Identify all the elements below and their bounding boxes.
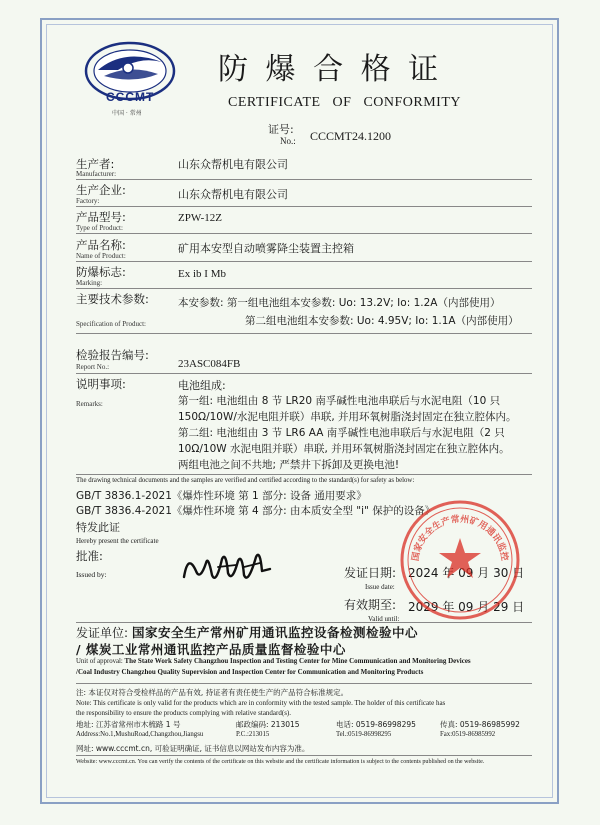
unit-en-label-text: Unit of approval: xyxy=(76,658,123,665)
rule xyxy=(76,333,532,334)
rule xyxy=(76,683,532,684)
remarks-line: 两组电池之间不共地; 严禁井下拆卸及更换电池! xyxy=(178,459,400,471)
rule xyxy=(76,206,532,207)
signature xyxy=(178,547,298,589)
rule xyxy=(76,179,532,180)
title-en: CERTIFICATE OF CONFORMITY xyxy=(228,95,462,110)
manufacturer-label-cn: 生产者: xyxy=(76,157,115,171)
manufacturer-label-en: Manufacturer: xyxy=(76,170,117,178)
valid-label-cn: 有效期至: xyxy=(344,598,397,612)
cert-no-value: CCCMT24.1200 xyxy=(310,129,392,143)
approve-label-cn: 批准: xyxy=(76,549,103,563)
rule xyxy=(76,288,532,289)
valid-label-en: Valid until: xyxy=(368,615,400,623)
report-label-cn: 检验报告编号: xyxy=(76,348,149,362)
footer-address-en: Address:No.1,MushuRoad,Changzhou,Jiangsu xyxy=(76,731,204,738)
cert-no-label-cn: 证号: xyxy=(268,123,294,136)
rule xyxy=(76,233,532,234)
marking-value: Ex ib I Mb xyxy=(178,268,226,280)
footer-address-cn: 地址: 江苏省常州市木梳路 1 号 xyxy=(76,720,181,729)
unit-cn-line-2: / 煤炭工业常州通讯监控产品质量监督检验中心 xyxy=(76,642,346,657)
stamp-seal-icon xyxy=(398,498,525,622)
cccmt-logo xyxy=(84,40,176,118)
remarks-line: 电池组成: xyxy=(178,379,226,392)
footer-tel-en: Tel.:0519-86998295 xyxy=(336,731,392,738)
type-value: ZPW-12Z xyxy=(178,212,222,224)
standards-intro: The drawing technical documents and the samples are verified and certified according to the standard(s) for safety as below: xyxy=(76,477,415,484)
unit-en-label xyxy=(76,657,471,665)
issue-date-value: 2024 年 09 月 30 日 xyxy=(408,566,525,580)
footer-fax-cn: 传真: 0519-86985992 xyxy=(440,720,520,729)
spec-line-1: 本安参数: 第一组电池组本安参数: Uo: 13.2V; Io: 1.2A（内部使用） xyxy=(178,297,501,309)
standard-2: GB/T 3836.4-2021《爆炸性环境 第 4 部分: 由本质安全型 "i" 保护的设备》 xyxy=(76,505,436,517)
marking-label-en: Marking: xyxy=(76,279,103,287)
footer-note-en-1: Note: This certificate is only valid for the products which are in conformity with the tested sample. The holder of this certificate has xyxy=(76,699,446,707)
official-stamp xyxy=(398,498,525,622)
spec-line-2: 第二组电池组本安参数: Uo: 4.95V; Io: 1.1A（内部使用） xyxy=(245,315,519,327)
factory-value: 山东众帮机电有限公司 xyxy=(178,188,288,201)
report-value: 23ASC084FB xyxy=(178,358,241,370)
factory-label-en: Factory: xyxy=(76,197,100,205)
unit-en-line-1: The State Work Safety Changzhou Inspection and Testing Center for Mine Communication and Monitoring Devices xyxy=(124,657,471,665)
footer-postcode-cn: 邮政编码: 213015 xyxy=(236,720,300,729)
type-label-cn: 产品型号: xyxy=(76,210,126,224)
marking-label-cn: 防爆标志: xyxy=(76,265,126,279)
signature-icon xyxy=(178,547,298,589)
remarks-line: 10Ω/10W 水泥电阻并联）串联, 并用环氧树脂浇封固定在独立腔体内。 xyxy=(178,443,510,455)
remarks-line: 第二组: 电池组由 3 节 LR6 AA 南孚碱性电池串联后与水泥电阻（2 只 xyxy=(178,427,505,439)
spec-label-cn: 主要技术参数: xyxy=(76,292,149,306)
logo-subtext: 中国 · 常州 xyxy=(112,110,142,117)
manufacturer-value: 山东众帮机电有限公司 xyxy=(178,158,288,171)
report-label-en: Report No.: xyxy=(76,363,110,371)
svg-text:国家安全生产常州矿用通讯监控设备检测检验中心: 国家安全生产常州矿用通讯监控 xyxy=(410,514,510,562)
remarks-label-en: Remarks: xyxy=(76,400,103,408)
rule xyxy=(76,373,532,374)
rule xyxy=(76,474,532,475)
grant-en: Hereby present the certificate xyxy=(76,537,159,545)
title-cn: 防 爆 合 格 证 xyxy=(218,52,443,87)
name-label-cn: 产品名称: xyxy=(76,238,126,252)
footer-tel-cn: 电话: 0519-86998295 xyxy=(336,720,416,729)
spec-label-en: Specification of Product: xyxy=(76,320,146,328)
footer-website-cn: 网址: www.cccmt.cn, 可验证明确证, 证书信息以网站发布内容为准。 xyxy=(76,744,310,753)
footer-fax-en: Fax:0519-86985992 xyxy=(440,731,496,738)
name-value: 矿用本安型自动喷雾降尘装置主控箱 xyxy=(178,242,354,255)
footer-note-cn: 注: 本证仅对符合受检样品的产品有效, 持证者有责任使生产的产品符合标准规定。 xyxy=(76,688,349,697)
issue-date-label-en: Issue date: xyxy=(365,583,395,591)
grant-cn: 特发此证 xyxy=(76,521,120,534)
issue-date-label-cn: 发证日期: xyxy=(344,566,397,580)
unit-label-cn: 发证单位: xyxy=(76,626,129,640)
footer-note-en-2: the responsibility to ensure the products complying with relative standard(s). xyxy=(76,709,292,717)
name-label-en: Name of Product: xyxy=(76,252,126,260)
valid-date-value: 2029 年 09 月 29 日 xyxy=(408,600,525,614)
rule xyxy=(76,261,532,262)
unit-cn-line-1: 国家安全生产常州矿用通讯监控设备检测检验中心 xyxy=(132,625,419,640)
footer-postcode-en: P.C.:213015 xyxy=(236,731,270,738)
rule xyxy=(76,755,532,756)
type-label-en: Type of Product: xyxy=(76,224,123,232)
cert-no-label-en: No.: xyxy=(280,136,296,146)
factory-label-cn: 生产企业: xyxy=(76,183,126,197)
remarks-line: 第一组: 电池组由 8 节 LR20 南孚碱性电池串联后与水泥电阻（10 只 xyxy=(178,395,501,407)
unit-en-line-2: /Coal Industry Changzhou Quality Supervision and Inspection Center for Communication and Monitoring Products xyxy=(76,668,424,676)
issued-by-label-en: Issued by: xyxy=(76,570,107,579)
standard-1: GB/T 3836.1-2021《爆炸性环境 第 1 部分: 设备 通用要求》 xyxy=(76,490,367,502)
footer-website-en: Website: www.cccmt.cn. You can verify the contents of the certificate on this website and the certificate information is subject to the contents published on the website. xyxy=(76,759,485,765)
remarks-label-cn: 说明事项: xyxy=(76,377,126,391)
logo-text: CCCMT xyxy=(106,90,155,104)
remarks-line: 150Ω/10W/水泥电阻并联）串联, 并用环氧树脂浇封固定在独立腔体内。 xyxy=(178,411,517,423)
